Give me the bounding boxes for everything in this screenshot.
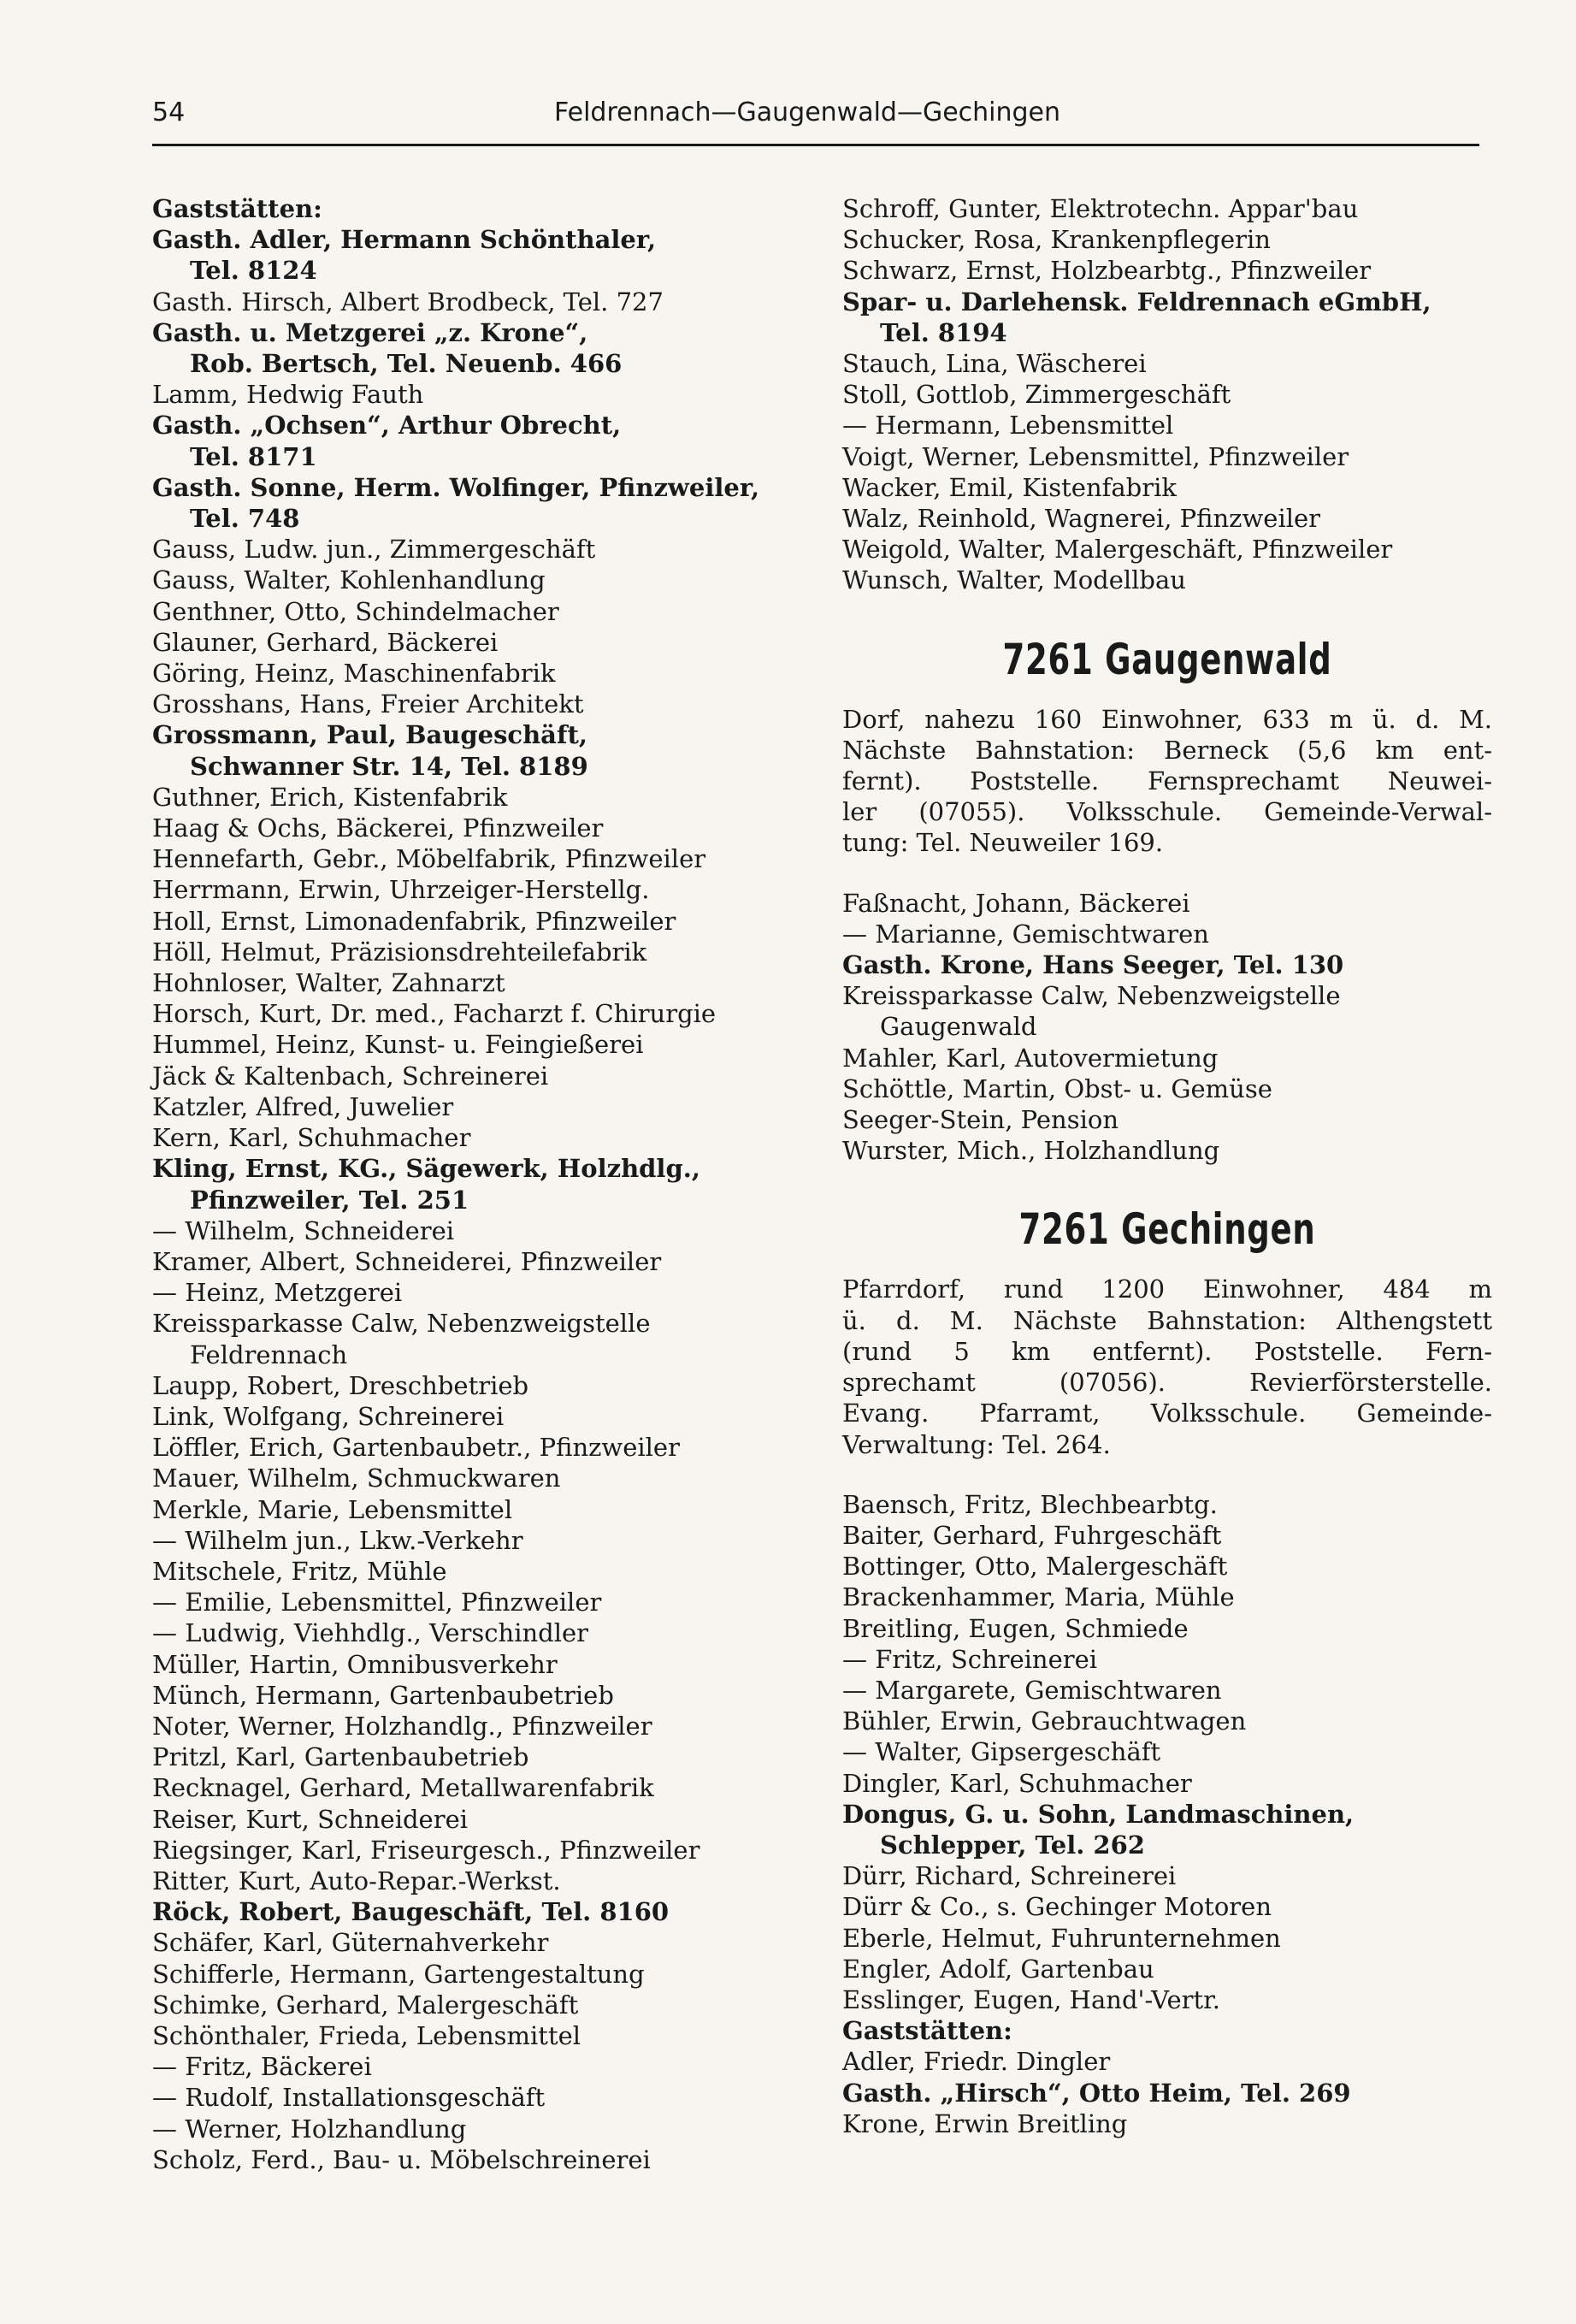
description-line: Nächste Bahnstation: Berneck (5,6 km ent- [842,735,1492,765]
directory-entry: Spar- u. Darlehensk. Feldrennach eGmbH, [842,287,1431,316]
directory-entry: Guthner, Erich, Kistenfabrik [152,782,508,812]
directory-entry: Höll, Helmut, Präzisionsdrehteilefabrik [152,937,647,967]
directory-entry: — Walter, Gipsergeschäft [842,1737,1161,1767]
directory-entry: Gasth. u. Metzgerei „z. Krone“, [152,317,588,347]
directory-entry: Schimke, Gerhard, Malergeschäft [152,1990,579,2019]
directory-entry: Gaugenwald [880,1012,1037,1042]
section-heading-gaugenwald: 7261 Gaugenwald [1002,634,1332,684]
directory-entry: Holl, Ernst, Limonadenfabrik, Pfinzweiler [152,906,676,936]
directory-entry: Mauer, Wilhelm, Schmuckwaren [152,1464,561,1493]
description-line: Pfarrdorf, rund 1200 Einwohner, 484 m [842,1274,1492,1304]
directory-entry: Gasth. Sonne, Herm. Wolfinger, Pfinzweiler, [152,472,760,502]
directory-entry: Kramer, Albert, Schneiderei, Pfinzweiler [152,1246,662,1276]
directory-entry: Recknagel, Gerhard, Metallwarenfabrik [152,1773,654,1803]
directory-entry: Göring, Heinz, Maschinenfabrik [152,659,556,689]
directory-entry: Breitling, Eugen, Schmiede [842,1613,1189,1643]
directory-entry: Gaststätten: [152,194,322,223]
directory-entry: — Wilhelm, Schneiderei [152,1215,455,1245]
directory-entry: Pfinzweiler, Tel. 251 [190,1185,469,1215]
directory-entry: Tel. 8194 [880,317,1007,347]
directory-entry: Hohnloser, Walter, Zahnarzt [152,968,505,998]
directory-entry: Münch, Hermann, Gartenbaubetrieb [152,1680,614,1710]
directory-entry: Wurster, Mich., Holzhandlung [842,1136,1220,1166]
section-heading-gechingen: 7261 Gechingen [1018,1204,1316,1255]
directory-entry: Hummel, Heinz, Kunst- u. Feingießerei [152,1030,644,1060]
directory-entry: Gasth. „Hirsch“, Otto Heim, Tel. 269 [842,2078,1351,2108]
directory-entry: Riegsinger, Karl, Friseurgesch., Pfinzweiler [152,1835,700,1865]
description-line: Dorf, nahezu 160 Einwohner, 633 m ü. d. M. [842,704,1492,734]
directory-entry: Ritter, Kurt, Auto-Repar.-Werkst. [152,1866,561,1895]
directory-entry: Schifferle, Hermann, Gartengestaltung [152,1959,645,1989]
directory-entry: Wacker, Emil, Kistenfabrik [842,472,1177,502]
directory-entry: Gasth. Adler, Hermann Schönthaler, [152,225,657,255]
directory-entry: Noter, Werner, Holzhandlg., Pfinzweiler [152,1711,652,1741]
directory-entry: Reiser, Kurt, Schneiderei [152,1804,469,1834]
directory-entry: Gaststätten: [842,2016,1012,2046]
directory-entry: Voigt, Werner, Lebensmittel, Pfinzweiler [842,441,1349,471]
directory-entry: — Fritz, Schreinerei [842,1644,1098,1674]
right-column [842,193,1492,2139]
directory-entry: Glauner, Gerhard, Bäckerei [152,627,499,657]
directory-entry: Wunsch, Walter, Modellbau [842,565,1186,595]
description-line: tung: Tel. Neuweiler 169. [842,828,1164,858]
gaugenwald-list [842,888,1492,1167]
directory-entry: Kern, Karl, Schuhmacher [152,1123,471,1153]
directory-entry: Tel. 8171 [190,441,317,471]
directory-entry: Mitschele, Fritz, Mühle [152,1556,447,1586]
directory-entry: Grosshans, Hans, Freier Architekt [152,689,584,719]
directory-entry: Dürr & Co., s. Gechinger Motoren [842,1892,1272,1922]
directory-entry: Mahler, Karl, Autovermietung [842,1043,1219,1073]
directory-entry: Adler, Friedr. Dingler [842,2047,1111,2077]
directory-entry: — Margarete, Gemischtwaren [842,1675,1222,1705]
directory-entry: — Rudolf, Installationsgeschäft [152,2083,546,2113]
directory-entry: Gasth. „Ochsen“, Arthur Obrecht, [152,411,622,441]
directory-entry: Schäfer, Karl, Güternahverkehr [152,1928,549,1958]
directory-entry: — Werner, Holzhandlung [152,2114,467,2144]
gechingen-description [842,1274,1492,1459]
running-head: Feldrennach—Gaugenwald—Gechingen [554,98,1061,127]
directory-entry: Baiter, Gerhard, Fuhrgeschäft [842,1520,1222,1550]
directory-entry: Scholz, Ferd., Bau- u. Möbelschreinerei [152,2144,651,2174]
directory-entry: Hennefarth, Gebr., Möbelfabrik, Pfinzweiler [152,844,706,874]
description-line: (rund 5 km entfernt). Poststelle. Fern- [842,1336,1492,1366]
directory-entry: — Wilhelm jun., Lkw.-Verkehr [152,1525,523,1555]
directory-entry: Rob. Bertsch, Tel. Neuenb. 466 [190,349,623,379]
directory-entry: Müller, Hartin, Omnibusverkehr [152,1649,558,1679]
directory-entry: Dürr, Richard, Schreinerei [842,1861,1177,1891]
directory-entry: Gasth. Hirsch, Albert Brodbeck, Tel. 727 [152,287,664,316]
directory-entry: Gauss, Walter, Kohlenhandlung [152,565,546,595]
directory-entry: Bühler, Erwin, Gebrauchtwagen [842,1706,1247,1736]
directory-entry: Schöttle, Martin, Obst- u. Gemüse [842,1073,1272,1103]
description-line: Evang. Pfarramt, Volksschule. Gemeinde- [842,1399,1492,1428]
directory-entry: Grossmann, Paul, Baugeschäft, [152,720,587,750]
directory-entry: Tel. 748 [190,504,300,534]
directory-entry: Baensch, Fritz, Blechbearbtg. [842,1489,1218,1519]
feldrennach-continued-list [842,193,1492,596]
directory-entry: Lamm, Hedwig Fauth [152,380,424,410]
directory-entry: Tel. 8124 [190,256,317,286]
directory-entry: Genthner, Otto, Schindelmacher [152,596,559,626]
description-line: Verwaltung: Tel. 264. [842,1429,1111,1459]
directory-entry: — Heinz, Metzgerei [152,1278,403,1308]
page-number: 54 [152,98,186,127]
description-line: ler (07055). Volksschule. Gemeinde-Verwal- [842,797,1492,827]
directory-entry: Pritzl, Karl, Gartenbaubetrieb [152,1742,529,1772]
directory-entry: Link, Wolfgang, Schreinerei [152,1401,505,1431]
directory-entry: Engler, Adolf, Gartenbau [842,1954,1154,1984]
directory-entry: Krone, Erwin Breitling [842,2108,1128,2138]
directory-entry: Brackenhammer, Maria, Mühle [842,1582,1235,1612]
directory-entry: — Marianne, Gemischtwaren [842,919,1209,949]
page-header [152,92,1479,146]
directory-entry: Feldrennach [190,1339,348,1369]
directory-entry: Esslinger, Eugen, Hand'-Vertr. [842,1984,1221,2014]
directory-entry: Jäck & Kaltenbach, Schreinerei [152,1061,549,1091]
directory-entry: Merkle, Marie, Lebensmittel [152,1494,513,1524]
directory-entry: Eberle, Helmut, Fuhrunternehmen [842,1923,1281,1953]
directory-entry: — Emilie, Lebensmittel, Pfinzweiler [152,1588,602,1617]
directory-entry: Gasth. Krone, Hans Seeger, Tel. 130 [842,950,1344,980]
directory-entry: Löffler, Erich, Gartenbaubetr., Pfinzweiler [152,1433,680,1463]
directory-entry: — Fritz, Bäckerei [152,2052,372,2082]
directory-entry: Dingler, Karl, Schuhmacher [842,1768,1192,1798]
directory-entry: Walz, Reinhold, Wagnerei, Pfinzweiler [842,504,1321,534]
gechingen-list [842,1489,1492,2139]
directory-entry: — Hermann, Lebensmittel [842,411,1174,441]
directory-entry: Horsch, Kurt, Dr. med., Facharzt f. Chirurgie [152,999,717,1029]
directory-entry: Seeger-Stein, Pension [842,1105,1119,1135]
directory-entry: — Ludwig, Viehhdlg., Verschindler [152,1618,589,1648]
directory-entry: Stauch, Lina, Wäscherei [842,349,1147,379]
directory-entry: Haag & Ochs, Bäckerei, Pfinzweiler [152,813,604,843]
left-column [152,193,802,2175]
directory-entry: Laupp, Robert, Dreschbetrieb [152,1370,529,1400]
description-line: sprechamt (07056). Revierförsterstelle. [842,1368,1492,1398]
gaugenwald-description [842,704,1492,859]
directory-entry: Katzler, Alfred, Juwelier [152,1091,454,1121]
directory-entry: Schroff, Gunter, Elektrotechn. Appar'bau [842,194,1359,223]
directory-entry: Faßnacht, Johann, Bäckerei [842,888,1190,918]
description-line: fernt). Poststelle. Fernsprechamt Neuwei- [842,766,1492,796]
directory-entry: Kreissparkasse Calw, Nebenzweigstelle [152,1309,651,1339]
description-line: ü. d. M. Nächste Bahnstation: Althengstett [842,1305,1492,1335]
directory-entry: Gauss, Ludw. jun., Zimmergeschäft [152,535,596,565]
directory-entry: Kreissparkasse Calw, Nebenzweigstelle [842,981,1341,1011]
directory-entry: Schwanner Str. 14, Tel. 8189 [190,751,588,781]
directory-entry: Schucker, Rosa, Krankenpflegerin [842,225,1271,255]
directory-entry: Schwarz, Ernst, Holzbearbtg., Pfinzweiler [842,256,1372,286]
directory-entry: Schlepper, Tel. 262 [880,1830,1145,1860]
directory-entry: Kling, Ernst, KG., Sägewerk, Holzhdlg., [152,1154,700,1184]
directory-entry: Dongus, G. u. Sohn, Landmaschinen, [842,1799,1355,1829]
directory-entry: Stoll, Gottlob, Zimmergeschäft [842,380,1231,410]
directory-entry: Röck, Robert, Baugeschäft, Tel. 8160 [152,1897,670,1927]
directory-entry: Bottinger, Otto, Malergeschäft [842,1552,1228,1582]
directory-entry: Weigold, Walter, Malergeschäft, Pfinzweiler [842,535,1393,565]
directory-entry: Schönthaler, Frieda, Lebensmittel [152,2020,581,2050]
directory-entry: Herrmann, Erwin, Uhrzeiger-Herstellg. [152,875,650,905]
